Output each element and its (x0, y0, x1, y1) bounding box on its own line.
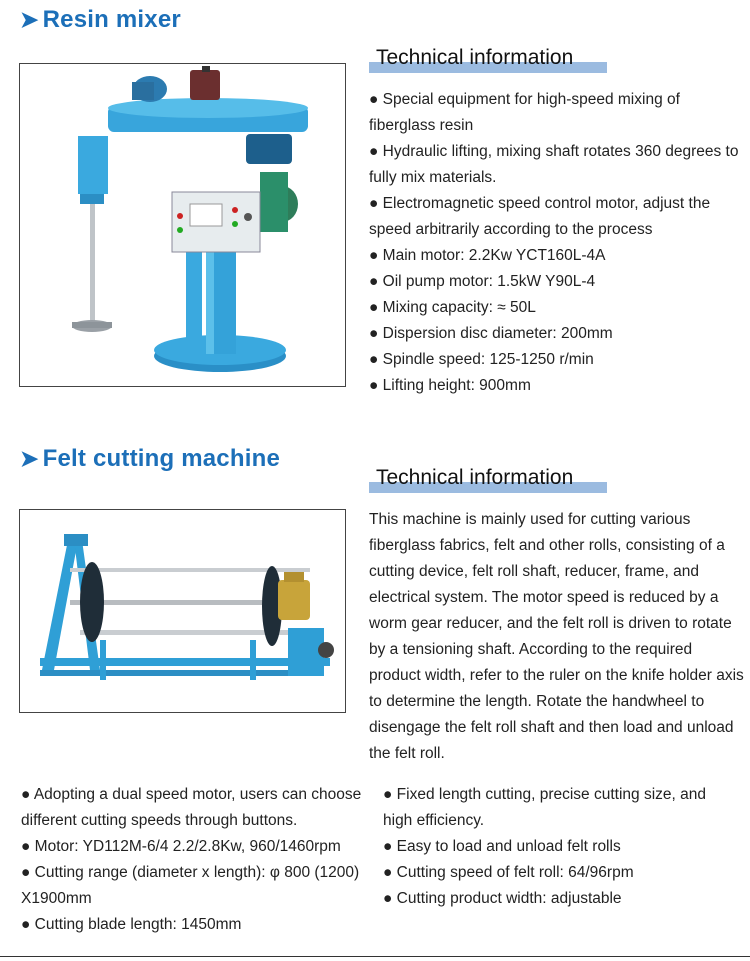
spec-item: ● Electromagnetic speed control motor, adjust the speed arbitrarily according to the process (369, 195, 711, 238)
spec-item: ● Lifting height: 900mm (369, 377, 531, 394)
section-title-text: Resin mixer (42, 6, 181, 33)
feature-item: ● Cutting speed of felt roll: 64/96rpm (383, 864, 634, 881)
spec-item: ● Special equipment for high-speed mixing of fiberglass resin (369, 91, 680, 134)
resin-mixer-illustration (20, 64, 346, 387)
felt-cutting-machine-illustration (20, 510, 346, 713)
arrow-right-icon: ➤ (20, 446, 39, 471)
spec-item: ● Main motor: 2.2Kw YCT160L-4A (369, 247, 606, 264)
spec-item: ● Dispersion disc diameter: 200mm (369, 325, 613, 342)
section-title-text: Felt cutting machine (42, 445, 280, 472)
tech-heading-resin-mixer (369, 45, 607, 73)
section-title-resin-mixer (20, 6, 181, 34)
feature-item: ● Cutting product width: adjustable (383, 890, 622, 907)
feature-item: ● Easy to load and unload felt rolls (383, 838, 621, 855)
feature-item: ● Motor: YD112M-6/4 2.2/2.8Kw, 960/1460rpm (21, 838, 341, 855)
bottom-divider (0, 956, 750, 957)
feature-item: ● Cutting blade length: 1450mm (21, 916, 242, 933)
feature-list-left (21, 782, 371, 938)
arrow-right-icon: ➤ (20, 7, 39, 32)
feature-list-right (383, 782, 738, 912)
feature-item: ● Fixed length cutting, precise cutting size, and high efficiency. (383, 786, 706, 829)
spec-item: ● Hydraulic lifting, mixing shaft rotates 360 degrees to fully mix materials. (369, 143, 739, 186)
tech-heading-text: Technical information (376, 466, 574, 489)
resin-mixer-photo (19, 63, 346, 387)
felt-cutting-machine-photo (19, 509, 346, 713)
resin-mixer-spec-list (369, 87, 739, 399)
tech-heading-felt-cutting (369, 465, 607, 493)
feature-item: ● Cutting range (diameter x length): φ 800 (1200) X1900mm (21, 864, 360, 907)
spec-item: ● Oil pump motor: 1.5kW Y90L-4 (369, 273, 596, 290)
felt-cutting-description (369, 507, 747, 767)
tech-heading-text: Technical information (376, 46, 574, 69)
section-title-felt-cutting-machine (20, 445, 280, 473)
feature-item: ● Adopting a dual speed motor, users can choose different cutting speeds through buttons. (21, 786, 362, 829)
spec-item: ● Spindle speed: 125-1250 r/min (369, 351, 594, 368)
spec-item: ● Mixing capacity: ≈ 50L (369, 299, 536, 316)
description-text: This machine is mainly used for cutting various fiberglass fabrics, felt and other rolls, consisting of a cutting device, felt roll shaft, reducer, frame, and electrical system. The motor speed is reduced by a worm gear reducer, and the felt roll is driven to rotate by a tensioning shaft. According to the required product width, refer to the ruler on the knife holder axis to determine the length. Rotate the handwheel to disengage the felt roll shaft and then load and unload the felt roll. (369, 511, 744, 762)
